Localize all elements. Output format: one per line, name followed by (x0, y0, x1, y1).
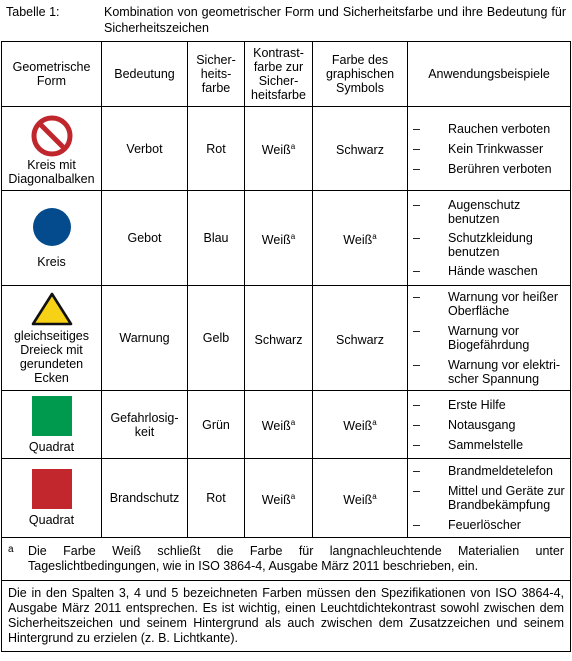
symbol-color-cell: Weiß$^a$ (313, 459, 408, 538)
form-cell (2, 107, 102, 191)
table-row (2, 459, 571, 538)
header-contrast-color: Kontrast-farbe zur Sicher-heitsfarbe (245, 42, 313, 107)
meaning-cell: Verbot (102, 107, 188, 191)
note-row (2, 581, 571, 652)
header-row (2, 42, 571, 107)
header-safety-color: Sicher-heits-farbe (188, 42, 245, 107)
list-item: – Brandmeldetelefon (413, 464, 553, 478)
form-label: Quadrat (28, 439, 75, 454)
list-item: – Notausgang (413, 417, 516, 432)
form-label: Quadrat (28, 513, 75, 527)
form-cell (2, 391, 102, 459)
list-item: – Rauchen verboten (413, 121, 551, 136)
table-row (2, 286, 571, 391)
contrast-color-cell: Weiß$^a$ (245, 107, 313, 191)
form-label: Kreis mit Diagonalbalken (8, 157, 95, 186)
footnote-ref: a (372, 491, 377, 501)
list-item: – Erste Hilfe (413, 397, 506, 412)
meaning-cell: Warnung (102, 286, 188, 391)
form-label: gleichseitiges Dreieck mit gerundeten Ecken (13, 329, 90, 385)
contrast-color-cell: Weiß$^a$ (245, 391, 313, 459)
note-text: Die in den Spalten 3, 4 und 5 bezeichneten Farben müssen den Spezifikationen von ISO 3864-4, Ausgabe März 2011 entsprechen. Es ist wichtig, einen Leuchtdichtekontrast sowohl zwischen dem Sicherheitszeichen und seinem Hintergrund als auch zwischen dem Zusatzzeichen und seinem Hintergrund zu erzielen (z. B. Lichtkante). (8, 586, 564, 645)
header-examples: Anwendungsbeispiele (408, 42, 571, 107)
header-symbol-color: Farbe des graphischen Symbols (313, 42, 408, 107)
examples-cell (408, 459, 571, 538)
list-item: – Warnung vor elektri-scher Spannung (413, 358, 561, 386)
footnote-row (2, 538, 571, 581)
meaning-cell: Gebot (102, 191, 188, 286)
meaning-cell: Gefahrlosig-keit (102, 391, 188, 459)
form-cell (2, 191, 102, 286)
green-square-icon (32, 396, 72, 436)
contrast-color-cell: Schwarz (245, 286, 313, 391)
blue-circle-icon (32, 207, 72, 247)
examples-cell (408, 391, 571, 459)
footnote (2, 538, 570, 580)
prohibition-circle-icon (30, 114, 74, 158)
form-cell (2, 459, 102, 538)
safety-color-cell: Rot (188, 459, 245, 538)
list-item: – Berühren verboten (413, 161, 552, 176)
form-label: Kreis (37, 255, 66, 269)
safety-color-cell: Grün (188, 391, 245, 459)
footnote-ref: a (290, 418, 296, 427)
examples-cell (408, 191, 571, 286)
header-meaning: Bedeutung (102, 42, 188, 107)
footnote-ref: a (372, 231, 377, 241)
safety-color-cell: Blau (188, 191, 245, 286)
list-item: – Mittel und Geräte zur Brandbekämpfung (413, 484, 565, 512)
safety-color-cell: Gelb (188, 286, 245, 391)
symbol-color-cell: Weiß$^a$ (313, 391, 408, 459)
note-cell (2, 581, 571, 652)
safety-sign-table (1, 41, 571, 652)
footnote-text: Die Farbe Weiß schließt die Farbe für langnachleuchtende Materialien unter Tageslichtbedingungen, wie in ISO 3864-4, Ausgabe März 2011 beschrieben, ein. (28, 544, 564, 573)
list-item: – Warnung vor Biogefährdung (413, 324, 530, 352)
list-item: – Kein Trinkwasser (413, 141, 544, 156)
list-item: – Sammelstelle (413, 437, 524, 452)
warning-triangle-icon (30, 291, 74, 327)
list-item: – Hände waschen (413, 264, 538, 278)
footnote-ref: a (372, 418, 377, 427)
symbol-color-cell: Schwarz (313, 286, 408, 391)
caption-label: Tabelle 1: (6, 5, 60, 19)
footnote-ref: a (290, 231, 296, 241)
footnote-ref: a (290, 491, 296, 501)
safety-color-cell: Rot (188, 107, 245, 191)
caption-text: Kombination von geometrischer Form und Sicherheitsfarbe und ihre Bedeutung für Sicherheitszeichen (104, 5, 566, 35)
contrast-color-cell: Weiß$^a$ (245, 191, 313, 286)
symbol-color-cell: Weiß$^a$ (313, 191, 408, 286)
footnote-mark: a (8, 544, 14, 555)
footnote-cell (2, 538, 571, 581)
red-square-icon (32, 469, 72, 509)
meaning-cell: Brandschutz (102, 459, 188, 538)
list-item: – Feuerlöscher (413, 518, 521, 532)
form-cell (2, 286, 102, 391)
header-form: Geometrische Form (2, 42, 102, 107)
contrast-color-cell: Weiß$^a$ (245, 459, 313, 538)
table-row (2, 107, 571, 191)
list-item: – Warnung vor heißer Oberfläche (413, 290, 558, 318)
footnote-ref: a (290, 142, 296, 151)
table-row (2, 191, 571, 286)
list-item: – Augenschutz benutzen (413, 198, 521, 226)
list-item: – Schutzkleidung benutzen (413, 231, 533, 259)
examples-cell (408, 107, 571, 191)
symbol-color-cell: Schwarz (313, 107, 408, 191)
examples-cell (408, 286, 571, 391)
table-row (2, 391, 571, 459)
